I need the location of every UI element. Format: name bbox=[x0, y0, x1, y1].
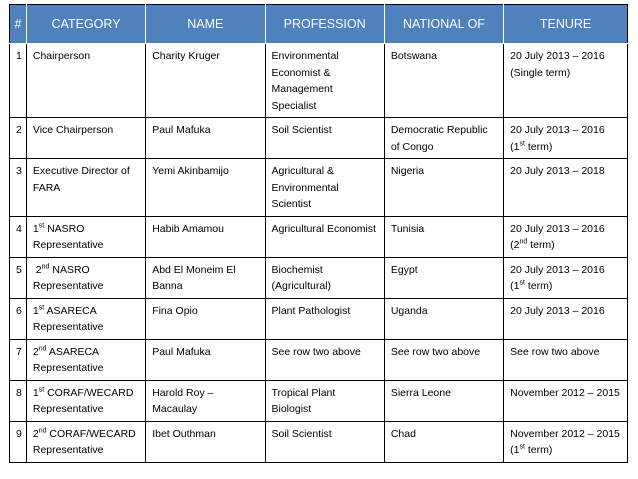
cell-profession: Environmental Economist & Management Specialist bbox=[265, 44, 384, 118]
ordinal-suffix: st bbox=[38, 222, 45, 229]
cell-name: Harold Roy – Macaulay bbox=[146, 380, 265, 421]
table-body bbox=[10, 44, 628, 463]
cell-tenure bbox=[504, 44, 628, 118]
cell-national-of: Nigeria bbox=[384, 159, 503, 217]
cell-number: 2 bbox=[10, 118, 27, 159]
cell-tenure bbox=[504, 380, 628, 421]
cell-text: 20 July 2013 – 2016 (2 bbox=[510, 222, 605, 251]
cell-name: Yemi Akinbamijo bbox=[146, 159, 265, 217]
header-tenure: TENURE bbox=[504, 5, 628, 44]
cell-name: Paul Mafuka bbox=[146, 118, 265, 159]
cell-text: CORAF/WECARD Representative bbox=[32, 427, 136, 456]
cell-tenure bbox=[504, 118, 628, 159]
cell-profession: Soil Scientist bbox=[265, 421, 384, 462]
cell-text: CORAF/WECARD Representative bbox=[32, 386, 134, 415]
table-row bbox=[10, 118, 628, 159]
cell-profession: Soil Scientist bbox=[265, 118, 384, 159]
ordinal-suffix: st bbox=[38, 304, 45, 311]
cell-national-of: Tunisia bbox=[384, 216, 503, 257]
ordinal-suffix: st bbox=[519, 140, 525, 147]
cell-text: 1 bbox=[32, 304, 39, 317]
cell-text: November 2012 – 2015 (1 bbox=[510, 427, 620, 456]
cell-number: 5 bbox=[10, 257, 27, 298]
cell-name: Fina Opio bbox=[146, 298, 265, 339]
cell-text: Executive Director of FARA bbox=[32, 165, 130, 194]
cell-profession: Plant Pathologist bbox=[265, 298, 384, 339]
cell-category bbox=[26, 216, 145, 257]
cell-text: 1 bbox=[32, 222, 39, 235]
table-row bbox=[10, 421, 628, 462]
header-national-of: NATIONAL OF bbox=[384, 5, 503, 44]
cell-profession: Biochemist (Agricultural) bbox=[265, 257, 384, 298]
cell-number: 1 bbox=[10, 44, 27, 118]
cell-name: Ibet Outhman bbox=[146, 421, 265, 462]
table-row bbox=[10, 380, 628, 421]
cell-category bbox=[26, 118, 145, 159]
cell-text: NASRO Representative bbox=[32, 222, 104, 251]
cell-text: Chairperson bbox=[32, 50, 91, 62]
cell-text: term) bbox=[524, 280, 553, 292]
cell-number: 8 bbox=[10, 380, 27, 421]
cell-text: November 2012 – 2015 bbox=[510, 386, 620, 399]
cell-category bbox=[26, 159, 145, 217]
cell-text: 20 July 2013 – 2016 (1 bbox=[510, 124, 605, 153]
cell-tenure bbox=[504, 339, 628, 380]
cell-profession: Agricultural & Environmental Scientist bbox=[265, 159, 384, 217]
table-row bbox=[10, 298, 628, 339]
cell-number: 4 bbox=[10, 216, 27, 257]
cell-text: term) bbox=[527, 239, 555, 251]
cell-number: 7 bbox=[10, 339, 27, 380]
cell-text: 20 July 2013 – 2016 bbox=[510, 304, 605, 317]
table-row bbox=[10, 257, 628, 298]
cell-text: ASARECA Representative bbox=[32, 345, 104, 374]
header-profession: PROFESSION bbox=[265, 5, 384, 44]
table-row bbox=[10, 159, 628, 217]
table-row bbox=[10, 44, 628, 118]
cell-tenure bbox=[504, 421, 628, 462]
cell-text: 2 bbox=[32, 427, 39, 440]
cell-national-of: See row two above bbox=[384, 339, 503, 380]
cell-national-of: Sierra Leone bbox=[384, 380, 503, 421]
cell-number: 9 bbox=[10, 421, 27, 462]
cell-text: NASRO Representative bbox=[32, 263, 104, 292]
cell-name: Charity Kruger bbox=[146, 44, 265, 118]
table-header bbox=[10, 5, 628, 44]
table-row bbox=[10, 216, 628, 257]
cell-number: 6 bbox=[10, 298, 27, 339]
cell-text: term) bbox=[524, 444, 553, 456]
ordinal-suffix: st bbox=[519, 279, 525, 287]
cell-category bbox=[26, 380, 145, 421]
cell-national-of: Botswana bbox=[384, 44, 503, 118]
cell-text: See row two above bbox=[510, 345, 600, 358]
cell-profession: Agricultural Economist bbox=[265, 216, 384, 257]
cell-tenure bbox=[504, 257, 628, 298]
header-number: # bbox=[10, 5, 27, 44]
cell-text: 1 bbox=[32, 386, 39, 399]
header-category: CATEGORY bbox=[26, 5, 145, 44]
cell-category bbox=[26, 339, 145, 380]
cell-national-of: Uganda bbox=[384, 298, 503, 339]
cell-tenure bbox=[504, 159, 628, 217]
cell-name: Abd El Moneim El Banna bbox=[146, 257, 265, 298]
cell-tenure bbox=[504, 298, 628, 339]
ordinal-suffix: st bbox=[38, 386, 45, 393]
cell-text: 2 bbox=[32, 263, 42, 276]
ordinal-suffix: nd bbox=[38, 427, 47, 434]
cell-category bbox=[26, 298, 145, 339]
cell-tenure bbox=[504, 216, 628, 257]
cell-name: Habib Amamou bbox=[146, 216, 265, 257]
ordinal-suffix: nd bbox=[519, 238, 528, 246]
ordinal-suffix: nd bbox=[38, 345, 47, 352]
cell-text: ASARECA Representative bbox=[32, 304, 104, 333]
cell-category bbox=[26, 44, 145, 118]
cell-name: Paul Mafuka bbox=[146, 339, 265, 380]
cell-text: 20 July 2013 – 2018 bbox=[510, 165, 605, 177]
ordinal-suffix: nd bbox=[41, 263, 50, 270]
cell-text: 20 July 2013 – 2016 (1 bbox=[510, 263, 605, 292]
header-name: NAME bbox=[146, 5, 265, 44]
cell-text: term) bbox=[524, 140, 553, 153]
cell-national-of: Egypt bbox=[384, 257, 503, 298]
cell-national-of: Chad bbox=[384, 421, 503, 462]
cell-profession: Tropical Plant Biologist bbox=[265, 380, 384, 421]
table-row bbox=[10, 339, 628, 380]
cell-category bbox=[26, 257, 145, 298]
cell-category bbox=[26, 421, 145, 462]
board-members-table bbox=[9, 4, 628, 463]
cell-text: Vice Chairperson bbox=[32, 124, 114, 136]
cell-text: 2 bbox=[32, 345, 39, 358]
header-row bbox=[10, 5, 628, 44]
cell-national-of: Democratic Republic of Congo bbox=[384, 118, 503, 159]
cell-number: 3 bbox=[10, 159, 27, 217]
ordinal-suffix: st bbox=[519, 443, 525, 451]
cell-text: 20 July 2013 – 2016 (Single term) bbox=[510, 50, 605, 79]
cell-profession: See row two above bbox=[265, 339, 384, 380]
